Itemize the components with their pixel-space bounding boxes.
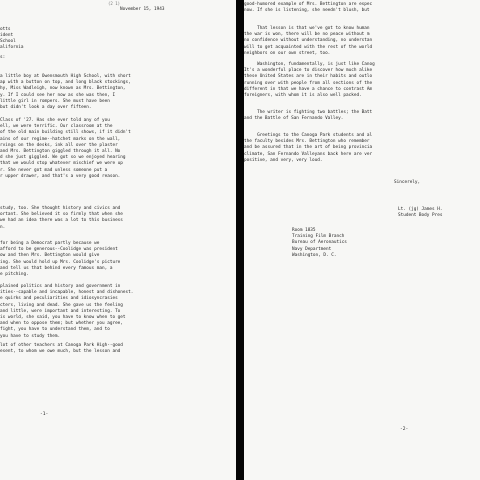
body-line: climate, San Fernando Valleyans back here are ver — [244, 151, 373, 157]
address-line: otts — [0, 27, 11, 32]
page-mark: (2 1) — [108, 1, 121, 6]
body-line: no confidence without understanding, no understan — [244, 38, 373, 44]
body-line: for being a Democrat partly because we — [0, 241, 100, 246]
letter-page-1 — [0, 0, 236, 480]
body-line: ains of our regime--hatchet marks on the wall, — [0, 136, 121, 142]
body-line: positive, and very, very loud. — [244, 157, 323, 163]
body-line: Washington, fundamentally, is just like Canog — [244, 62, 375, 67]
body-line: r. She never got mad unless someone put a — [0, 167, 108, 173]
return-address-line: Room 1835 — [292, 228, 316, 233]
body-line: rvings on the desks, ink all over the plaster — [0, 142, 118, 148]
body-line: neighbors on our own street, too. — [244, 50, 331, 56]
body-line: ap with a button on top, and long black stockings, — [0, 80, 131, 86]
return-address-line: Washington, D. C. — [292, 252, 337, 258]
body-line: these United States are in their habits and outlo — [244, 74, 373, 80]
body-line: and little, were important and interesting. To — [0, 308, 121, 314]
return-address-line: Bureau of Aeronautics — [292, 240, 347, 246]
signature-line: Student Body Pres — [398, 213, 443, 219]
body-line: Class of '27. Has she ever told any of you — [0, 118, 110, 123]
body-line: ities--capable and incapable, honest and dishonest. — [0, 290, 134, 296]
body-line: and be assured that in the art of being provincia — [244, 145, 373, 151]
signature-line: Lt. (jg) James H. — [398, 207, 443, 212]
body-line: The writer is fighting two battles; the Batt — [244, 110, 373, 115]
body-line: n. — [0, 224, 6, 230]
letter-date: November 15, 1943 — [120, 7, 165, 12]
body-line: running over with people from all sections of the — [244, 80, 373, 86]
body-line: That lesson is that we've got to know human — [244, 26, 370, 31]
body-line: the war is won, there will be no peace without m — [244, 32, 370, 38]
return-address-line: Navy Department — [292, 246, 332, 252]
body-line: we had an idea there was a lot to this business — [0, 218, 123, 224]
body-line: now. If she is listening, she needn't blush, but — [244, 8, 370, 14]
body-line: ow and then Mrs. Bettington would give — [0, 253, 100, 259]
body-line: different in that we have a chance to contrast Am — [244, 86, 373, 92]
body-line: study, too. She thought history and civics and — [0, 206, 121, 211]
body-line: is world, she said, you have to know when to get — [0, 315, 126, 320]
page-gutter — [236, 0, 244, 480]
body-line: It's a wonderful place to discover how much alike — [244, 68, 373, 74]
letter-page-2 — [244, 0, 480, 480]
body-line: y. If I could see her now as she was then, I — [0, 92, 116, 98]
page-number: -1- — [40, 412, 49, 417]
body-line: fight, you have to understand them, and to — [0, 327, 110, 333]
body-line: good-humored example of Mrs. Bettington are espec — [244, 2, 373, 7]
body-line: cters, living and dead. She gave us the feeling — [0, 302, 123, 308]
body-line: r upper drawer, and that's a very good reason. — [0, 173, 121, 179]
address-line: School — [0, 39, 16, 44]
body-line: you have to study them. — [0, 333, 61, 339]
body-line: and Mrs. Bettington giggled through it all. No — [0, 149, 121, 154]
body-line: ortant. She believed it so firmly that when she — [0, 212, 123, 218]
body-line: little girl in rompers. She must have been — [0, 98, 110, 104]
body-line: Greetings to the Canoga Park students and al — [244, 133, 373, 138]
body-line: foreigners, with whom it is also well packed. — [244, 93, 362, 98]
body-line: and tell us that behind every famous man, a — [0, 265, 113, 271]
address-line: ident — [0, 33, 14, 38]
body-line: esent, to whom we owe much, but the lesson and — [0, 349, 121, 355]
body-line: d she just giggled. We got so we enjoyed hearing — [0, 155, 126, 161]
body-line: and the Battle of San Fernando Valley. — [244, 116, 344, 122]
body-line: a little boy at Owensmouth High School, with short — [0, 74, 131, 79]
body-line: plained politics and history and government in — [0, 284, 121, 289]
closing: Sincerely, — [394, 180, 421, 185]
body-line: that we would stop whatever mischief we were up — [0, 161, 123, 167]
body-line: but didn't look a day over fifteen. — [0, 105, 92, 110]
page-number: -2- — [400, 427, 409, 432]
salutation: s: — [0, 55, 6, 60]
body-line: hy, Miss Wadleigh, now known as Mrs. Bettington, — [0, 86, 126, 92]
body-line: e quirks and peculiarities and idiosyncrasies — [0, 296, 118, 302]
body-line: will to get acquainted with the rest of the world — [244, 44, 373, 50]
body-line: and when to oppose them; but whether you agree, — [0, 321, 123, 327]
body-line: e pitching. — [0, 272, 29, 277]
body-line: lot of other teachers at Canoga Park High--good — [0, 343, 123, 348]
body-line: afford to be generous--Coolidge was president — [0, 247, 118, 253]
body-line: the faculty besides Mrs. Bettington who remember — [244, 139, 370, 145]
return-address-line: Training Film Branch — [292, 234, 345, 240]
body-line: ell, we were terrific. Our classroom at the — [0, 124, 113, 130]
address-line: alifornia — [0, 45, 24, 50]
body-line: of the old main building still shows, if it didn't — [0, 130, 131, 136]
body-line: ing. She would hold up Mrs. Coolidge's picture — [0, 259, 121, 265]
